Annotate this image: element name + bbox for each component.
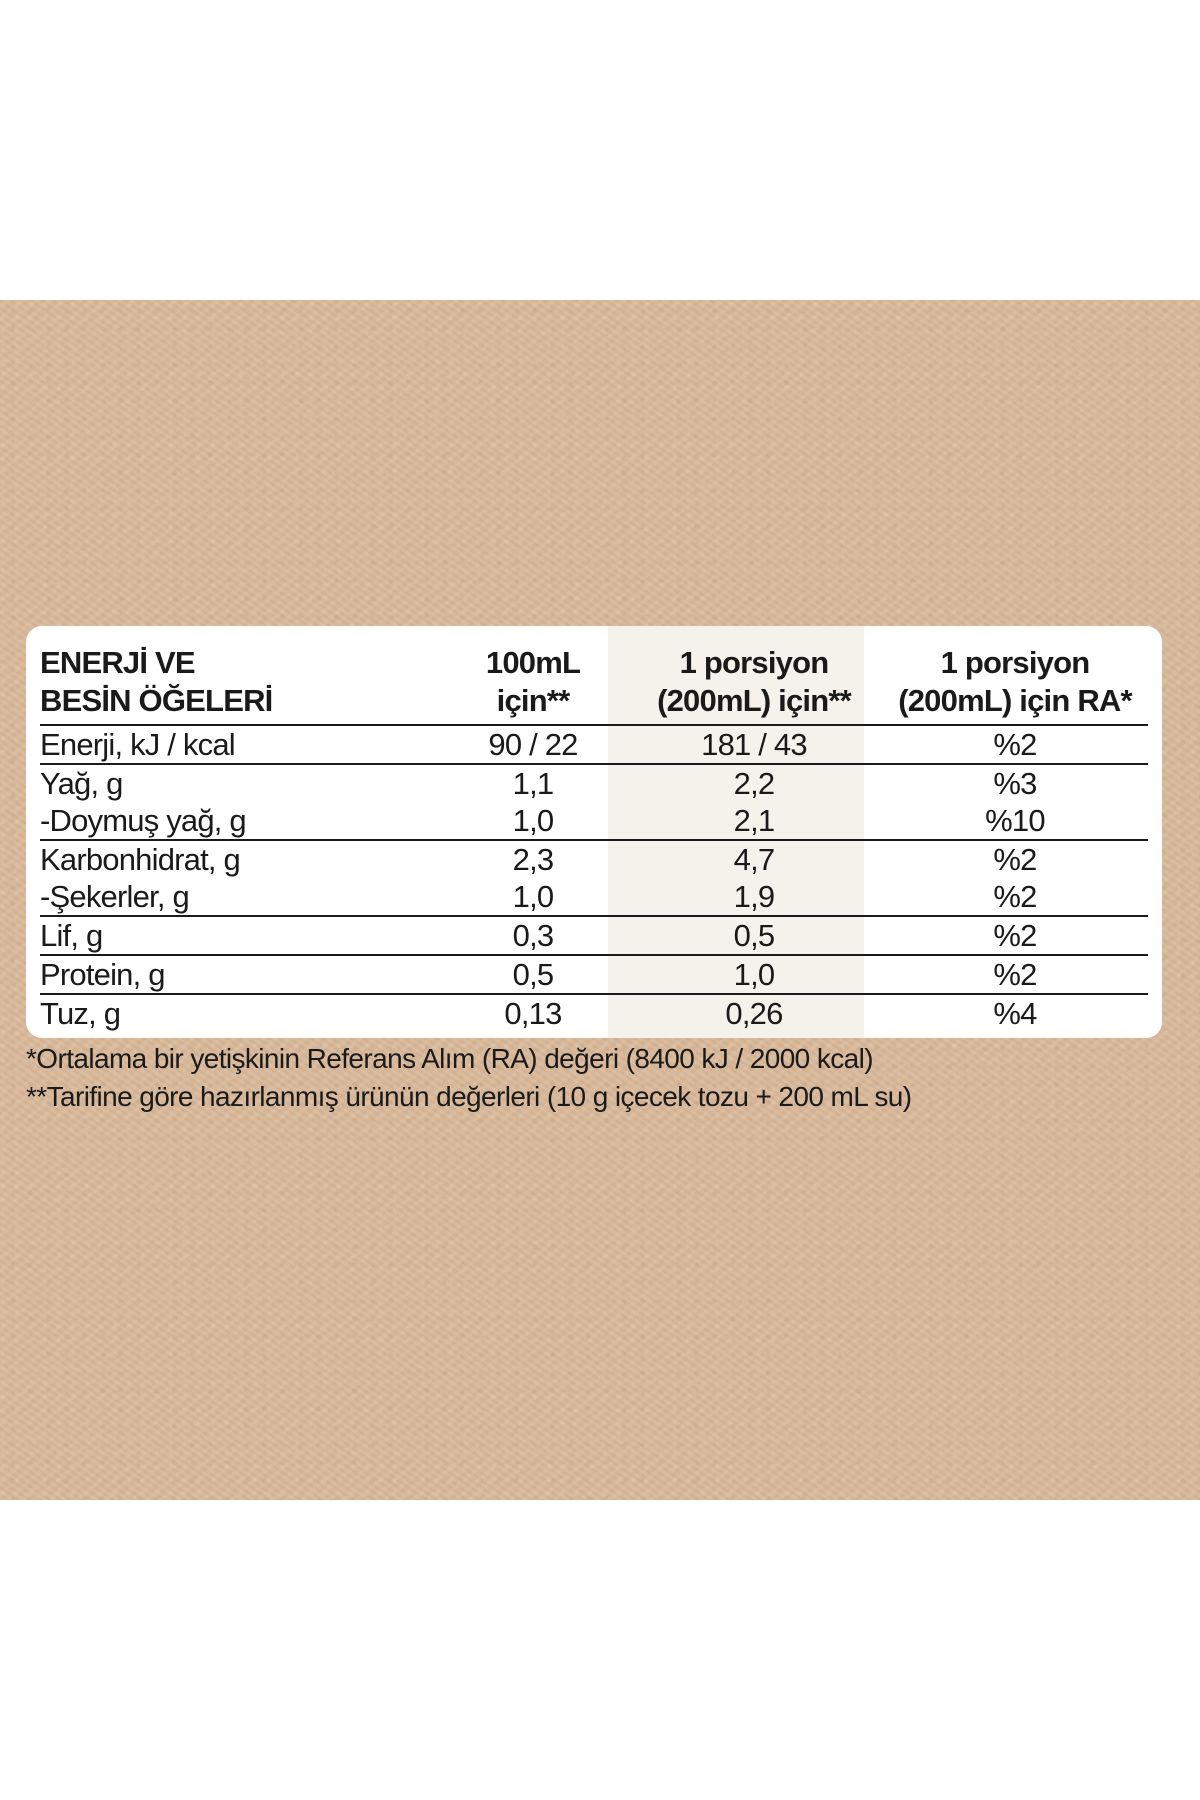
row-per-100ml: 1,0 <box>440 802 626 840</box>
table-row <box>40 994 1148 1032</box>
footnote-preparation: **Tarifine göre hazırlanmış ürünün değerleri (10 g içecek tozu + 200 mL su) <box>26 1081 912 1112</box>
row-per-100ml: 2,3 <box>512 842 554 877</box>
row-per-100ml: 0,13 <box>504 996 562 1031</box>
table-row <box>40 764 1148 802</box>
row-label: Protein, g <box>40 955 440 994</box>
nutrition-table <box>40 644 1148 1032</box>
row-label: Yağ, g <box>40 766 123 801</box>
table-header-row <box>40 644 1148 725</box>
row-label: Enerji, kJ / kcal <box>40 725 440 764</box>
row-ra: %3 <box>993 766 1037 801</box>
row-label: Tuz, g <box>40 996 121 1031</box>
row-ra: %2 <box>993 842 1037 877</box>
table-row <box>40 725 1148 764</box>
row-per-100ml: 0,3 <box>440 916 626 955</box>
row-label: -Şekerler, g <box>40 878 440 916</box>
row-ra: %2 <box>882 725 1148 764</box>
header-ra-percent: 1 porsiyon (200mL) için RA* <box>882 644 1148 725</box>
header-per-portion: 1 porsiyon (200mL) için** <box>626 644 882 725</box>
row-per-100ml: 1,0 <box>440 878 626 916</box>
row-per-portion: 1,0 <box>626 955 882 994</box>
row-per-portion: 1,9 <box>626 878 882 916</box>
row-per-portion: 2,1 <box>626 802 882 840</box>
table-row <box>40 878 1148 916</box>
table-row <box>40 955 1148 994</box>
footnote-ra: *Ortalama bir yetişkinin Referans Alım (RA) değeri (8400 kJ / 2000 kcal) <box>26 1043 873 1074</box>
row-per-portion: 0,5 <box>626 916 882 955</box>
table-row <box>40 916 1148 955</box>
footnotes <box>26 1040 1166 1116</box>
row-per-portion: 2,2 <box>733 766 775 801</box>
row-per-portion: 4,7 <box>733 842 775 877</box>
row-ra: %10 <box>882 802 1148 840</box>
table-row <box>40 840 1148 878</box>
row-label: Karbonhidrat, g <box>40 842 240 877</box>
header-nutrients: ENERJİ VE BESİN ÖĞELERİ <box>40 644 440 725</box>
row-label: -Doymuş yağ, g <box>40 802 440 840</box>
row-ra: %2 <box>882 916 1148 955</box>
row-label: Lif, g <box>40 916 440 955</box>
row-per-portion: 181 / 43 <box>626 725 882 764</box>
row-per-100ml: 1,1 <box>512 766 554 801</box>
row-ra: %2 <box>882 955 1148 994</box>
header-per-100ml: 100mL için** <box>440 644 626 725</box>
table-row <box>40 802 1148 840</box>
nutrition-table-card <box>26 626 1162 1038</box>
row-ra: %2 <box>882 878 1148 916</box>
row-per-100ml: 90 / 22 <box>440 725 626 764</box>
row-per-100ml: 0,5 <box>440 955 626 994</box>
row-ra: %4 <box>993 996 1037 1031</box>
row-per-portion: 0,26 <box>725 996 783 1031</box>
